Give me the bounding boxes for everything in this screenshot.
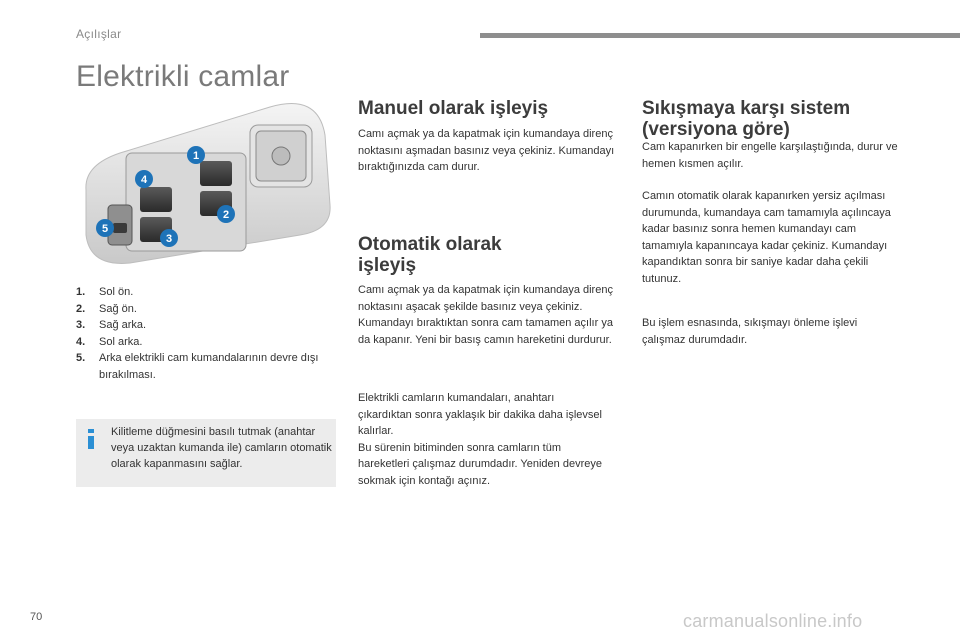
legend-item: 1. Sol ön. xyxy=(76,286,134,298)
page-title: Elektrikli camlar xyxy=(76,60,290,93)
legend-item: 4. Sol arka. xyxy=(76,335,143,348)
callout-4 xyxy=(135,170,153,188)
info-icon xyxy=(86,429,96,449)
callout-3 xyxy=(160,229,178,247)
page-number: 70 xyxy=(30,611,43,623)
automatic-text: Camı açmak ya da kapatmak için kumandaya direnç noktasını aşacak şekilde basınız veya çekiniz. Kumandayı bıraktıktan sonra cam tamamen açılır ya da kapanır. Yeni bir basış camın hareketini durdurur. xyxy=(358,284,613,346)
header-bar xyxy=(480,33,960,38)
legend-item: 3. Sağ arka. xyxy=(76,319,147,331)
legend-item: 2. Sağ ön. xyxy=(76,302,137,315)
manual-text: Camı açmak ya da kapatmak için kumandaya direnç noktasını aşmadan basınız veya çekiniz. Kumandayı bıraktığınızda cam durur. xyxy=(358,128,615,173)
svg-text:3: 3 xyxy=(165,233,173,245)
svg-text:1: 1 xyxy=(192,150,200,162)
svg-text:4: 4 xyxy=(140,174,148,186)
watermark: carmanualsonline.info xyxy=(683,611,863,631)
callout-2 xyxy=(217,205,235,223)
legend-list xyxy=(76,284,336,383)
svg-text:2: 2 xyxy=(222,209,230,221)
info-note: Kilitleme düğmesini basılı tutmak (anahtar veya uzaktan kumanda ile) camların otomatik olarak kapanmasını sağlar. xyxy=(111,426,332,470)
manual-heading: Manuel olarak işleyiş xyxy=(358,98,549,119)
window-switch-panel-illustration xyxy=(80,95,338,270)
switch-1-left-front xyxy=(200,161,232,186)
callout-1 xyxy=(187,146,205,164)
anti-pinch-heading: Sıkışmaya karşı sistem (versiyona göre) xyxy=(642,98,851,140)
switch-4-left-rear xyxy=(140,187,172,212)
legend-item: 5. Arka elektrikli cam kumandalarının devre dışı bırakılması. xyxy=(76,352,319,381)
svg-text:5: 5 xyxy=(101,223,109,235)
callout-5 xyxy=(96,219,114,237)
anti-pinch-text-2: Camın otomatik olarak kapanırken yersiz açılması durumunda, kumandaya cam tamamıyla açılıncaya kadar basınız sonra hemen kumandayı cam tamamıyla kapanıncaya kadar çekiniz. Kumandayı kapandıktan sonra bir saniye kadar daha çekili tutunuz. xyxy=(642,190,891,285)
anti-pinch-text-3: Bu işlem esnasında, sıkışmayı önleme işlevi çalışmaz durumdadır. xyxy=(642,317,858,346)
automatic-heading: Otomatik olarak işleyiş xyxy=(358,234,502,276)
automatic-text-2: Elektrikli camların kumandaları, anahtarı çıkardıktan sonra yaklaşık bir dakika daha işlevsel kalırlar. Bu sürenin bitiminden sonra camların tüm hareketleri çalışmaz durumdadır. Yeniden devreye sokmak için kontağı açınız. xyxy=(358,392,602,487)
section-label: Açılışlar xyxy=(76,27,122,41)
anti-pinch-text-1: Cam kapanırken bir engelle karşılaştığında, durur ve hemen kısmen açılır. xyxy=(642,141,898,170)
